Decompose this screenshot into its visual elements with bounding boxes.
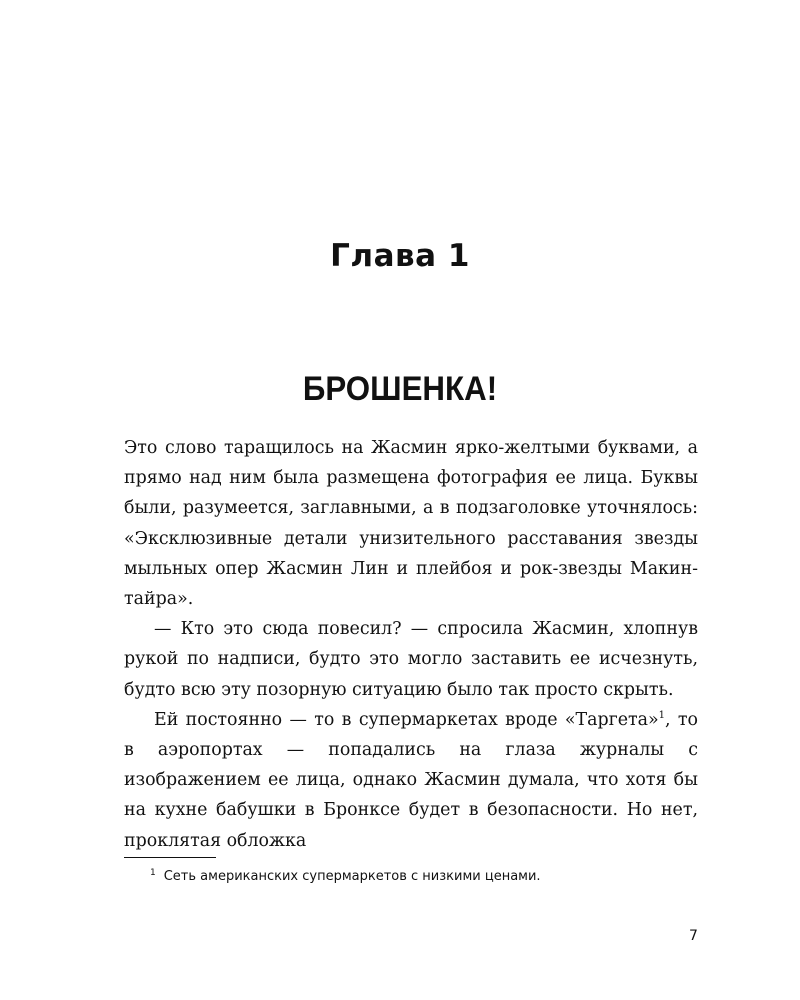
paragraph-3-text-end: , то в аэропортах — попадались на глаза журналы с изображением ее лица, однако Жасмин думала, что хотя бы на кухне бабушки в Бронксе будет в безопасности. Но нет, проклятая обложка [124, 709, 698, 851]
footnote-text: Сеть американских супермаркетов с низкими ценами. [163, 869, 541, 884]
footnote-reference: 1 [658, 710, 666, 722]
footnote-number: 1 [150, 867, 156, 878]
paragraph-3 [124, 705, 698, 856]
page-number: 7 [689, 928, 698, 944]
body-text [124, 433, 698, 856]
paragraph-1: Это слово таращилось на Жасмин ярко-желтыми буквами, а прямо над ним была размещена фотография ее лица. Буквы были, разумеется, заглавными, а в подзаголовке уточнялось: «Эксклюзивные детали унизительного расставания звезды мыльных опер Жасмин Лин и плейбоя и рок-звезды Макинтайра». [124, 438, 698, 610]
chapter-title: БРОШЕНКА! [302, 370, 498, 408]
paragraph-3-text-start: Ей постоянно — то в супермаркетах вроде «Таргета» [154, 709, 659, 730]
chapter-label: Глава 1 [330, 238, 470, 274]
footnote [150, 868, 710, 886]
footnote-divider [124, 857, 216, 858]
paragraph-2: — Кто это сюда повесил? — спросила Жасмин, хлопнув рукой по надписи, будто это могло заставить ее исчезнуть, будто всю эту позорную ситуацию было так просто скрыть. [124, 619, 698, 700]
